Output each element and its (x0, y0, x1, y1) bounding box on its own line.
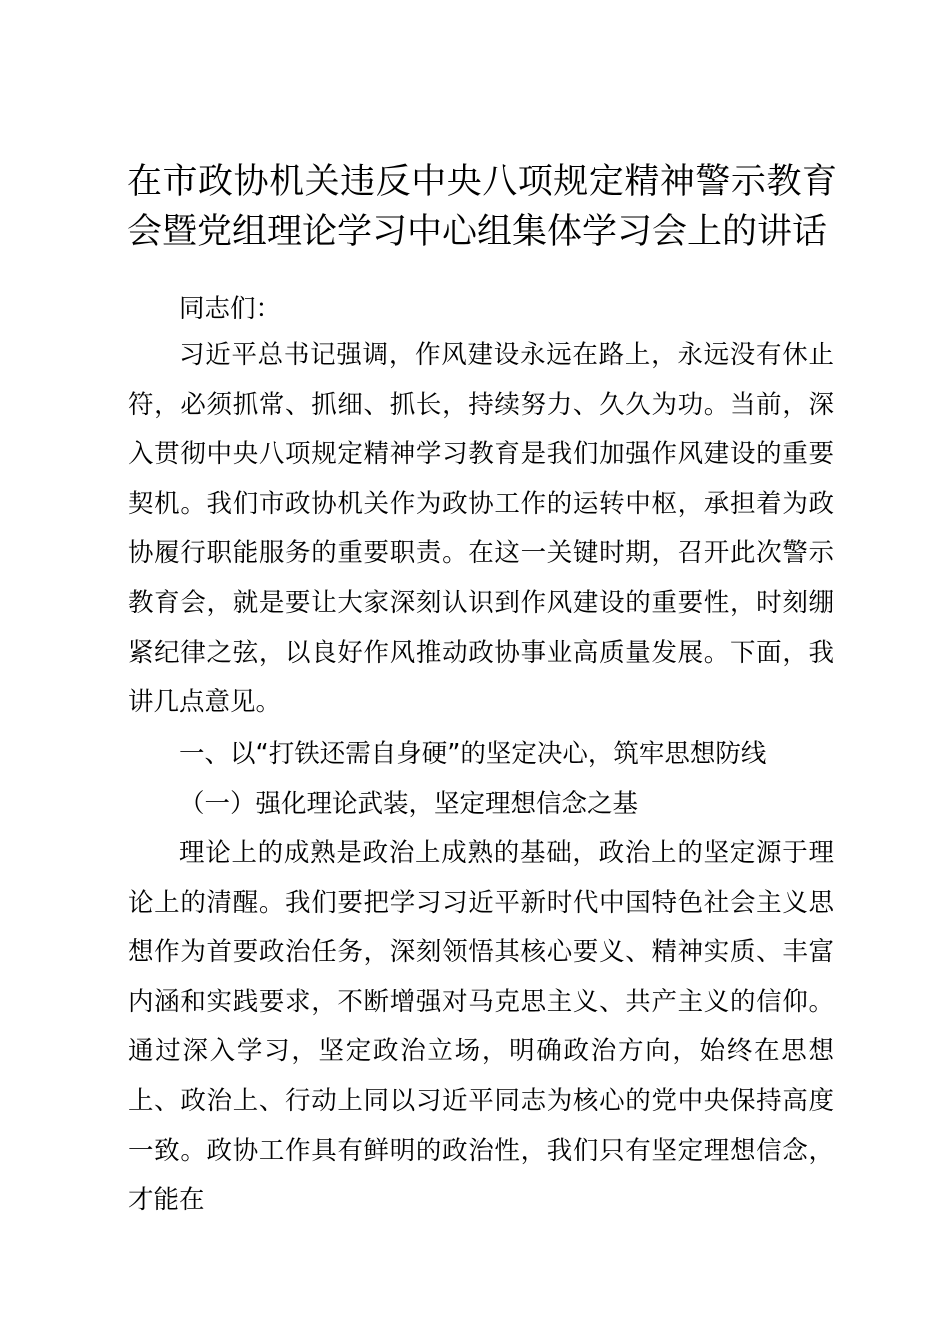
section-heading: 一、以“打铁还需自身硬”的坚定决心，筑牢思想防线 (179, 739, 767, 769)
opening-paragraph: 习近平总书记强调，作风建设永远在路上，永远没有休止符，必须抓常、抓细、抓长，持续努力、久久为功。当前，深入贯彻中央八项规定精神学习教育是我们加强作风建设的重要契机。我们市政协机关作为政协工作的运转中枢，承担着为政协履行职能服务的重要职责。在这一关键时期，召开此次警示教育会，就是要让大家深刻认识到作风建设的重要性，时刻绷紧纪律之弦，以良好作风推动政协事业高质量发展。下面，我讲几点意见。 (128, 340, 834, 718)
body-paragraph: 理论上的成熟是政治上成熟的基础，政治上的坚定源于理论上的清醒。我们要把学习习近平新时代中国特色社会主义思想作为首要政治任务，深刻领悟其核心要义、精神实质、丰富内涵和实践要求，不断增强对马克思主义、共产主义的信仰。通过深入学习，坚定政治立场，明确政治方向，始终在思想上、政治上、行动上同以习近平同志为核心的党中央保持高度一致。政协工作具有鲜明的政治性，我们只有坚定理想信念，才能在 (128, 838, 834, 1216)
subsection-heading: （一）强化理论武装，坚定理想信念之基 (179, 789, 639, 819)
document-title: 在市政协机关违反中央八项规定精神警示教育会暨党组理论学习中心组集体学习会上的讲话 (127, 162, 837, 252)
greeting: 同志们： (179, 294, 282, 324)
